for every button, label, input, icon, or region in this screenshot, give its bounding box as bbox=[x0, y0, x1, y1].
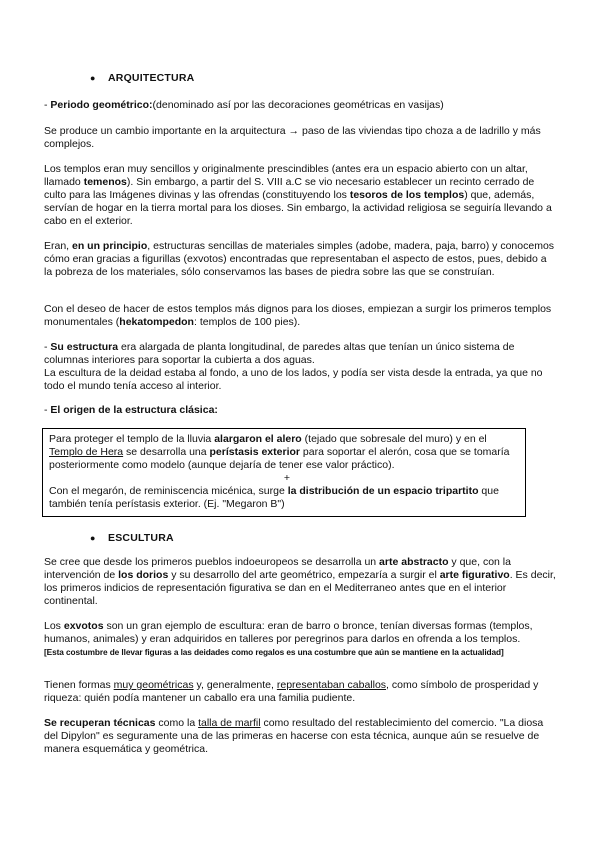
box-paragraph-alero: Para proteger el templo de la lluvia alargaron el alero (tejado que sobresale del muro) y en el Templo de Hera se desarrolla una perístasis exterior para soportar el alerón, cosa que se tomaría posteriormente como modelo (aunque dejaría de tener ese valor práctico). bbox=[49, 433, 510, 471]
bullet-icon: ● bbox=[90, 73, 96, 83]
paragraph-cambio-arquitectura: Se produce un cambio importante en la arquitectura → paso de las viviendas tipo choza a de ladrillo y más complejos. bbox=[44, 125, 541, 150]
paragraph-en-un-principio: Eran, en un principio, estructuras sencillas de materiales simples (adobe, madera, paja, barro) y conocemos cómo eran gracias a figurillas (exvotos) encontradas que representaban el aspecto de estos, pues, debido a la pobreza de los materiales, sólo conservamos las bases de piedra sobre las que se construían. bbox=[44, 240, 555, 278]
paragraph-su-estructura: - Su estructura era alargada de planta longitudinal, de paredes altas que tenían un único sistema de columnas interiores para soportar la cubierta a dos aguas. La escultura de la deidad estaba al fondo, a uno de los lados, y podía ser vista desde la entrada, ya que no todo el mundo tenía acceso al interior. bbox=[44, 341, 543, 392]
paragraph-origen-estructura: - El origen de la estructura clásica: bbox=[44, 404, 218, 416]
paragraph-formas-geometricas: Tienen formas muy geométricas y, generalmente, representaban caballos, como símbolo de prosperidad y riqueza: quién podía mantener un caballo era una familia pudiente. bbox=[44, 679, 539, 704]
section-heading-arquitectura: ● ARQUITECTURA bbox=[90, 72, 195, 84]
paragraph-templos-sencillos: Los templos eran muy sencillos y originalmente prescindibles (antes era un espacio abierto con un altar, llamado temenos). Sin embargo, a partir del S. VIII a.C se vio necesario establecer un recinto cerrado de culto para las Imágenes divinas y las ofrendas (constituyendo los tesoros de los templos) que, además, servían de hogar en la tierra mortal para los dioses. Sin embargo, la actividad religiosa se seguiría llevando a cabo en el exterior. bbox=[44, 163, 552, 227]
paragraph-talla-marfil: Se recuperan técnicas como la talla de marfil como resultado del restablecimiento del comercio. "La diosa del Dipylon" es seguramente una de las primeras en hacerse con esta técnica, aunque aún se resuelve de manera esquemática y geométrica. bbox=[44, 717, 544, 755]
section-heading-escultura: ● ESCULTURA bbox=[90, 532, 174, 544]
bullet-icon: ● bbox=[90, 533, 96, 543]
paragraph-hekatompedon: Con el deseo de hacer de estos templos más dignos para los dioses, empiezan a surgir los primeros templos monumentales (hekatompedon: templos de 100 pies). bbox=[44, 303, 552, 328]
plus-sign: + bbox=[283, 472, 291, 484]
paragraph-arte-abstracto: Se cree que desde los primeros pueblos indoeuropeos se desarrolla un arte abstracto y que, con la intervención de los dorios y su desarrollo del arte geométrico, empezaría a surgir el arte figurativo. Es decir, los primeros indicios de representación figurativa se dan en el Mediterraneo antes que en el interior continental. bbox=[44, 556, 556, 607]
framed-note-box bbox=[42, 428, 526, 517]
paragraph-exvotos: Los exvotos son un gran ejemplo de escultura: eran de barro o bronce, tenían diversas formas (templos, humanos, animales) y eran adquiridos en talleres por peregrinos para darlos en ofrenda a los templos. [Esta costumbre de llevar figuras a las deidades como regalos es una costumbre que aún se mantiene en la actualidad] bbox=[44, 620, 533, 657]
paragraph-periodo-geometrico: - Periodo geométrico:(denominado así por las decoraciones geométricas en vasijas) bbox=[44, 99, 444, 111]
exvotos-note: [Esta costumbre de llevar figuras a las deidades como regalos es una costumbre que aún se mantiene en la actualidad] bbox=[44, 647, 504, 657]
box-paragraph-megaron: Con el megarón, de reminiscencia micénica, surge la distribución de un espacio tripartito que también tenía perístasis exterior. (Ej. "Megaron B") bbox=[49, 485, 499, 510]
